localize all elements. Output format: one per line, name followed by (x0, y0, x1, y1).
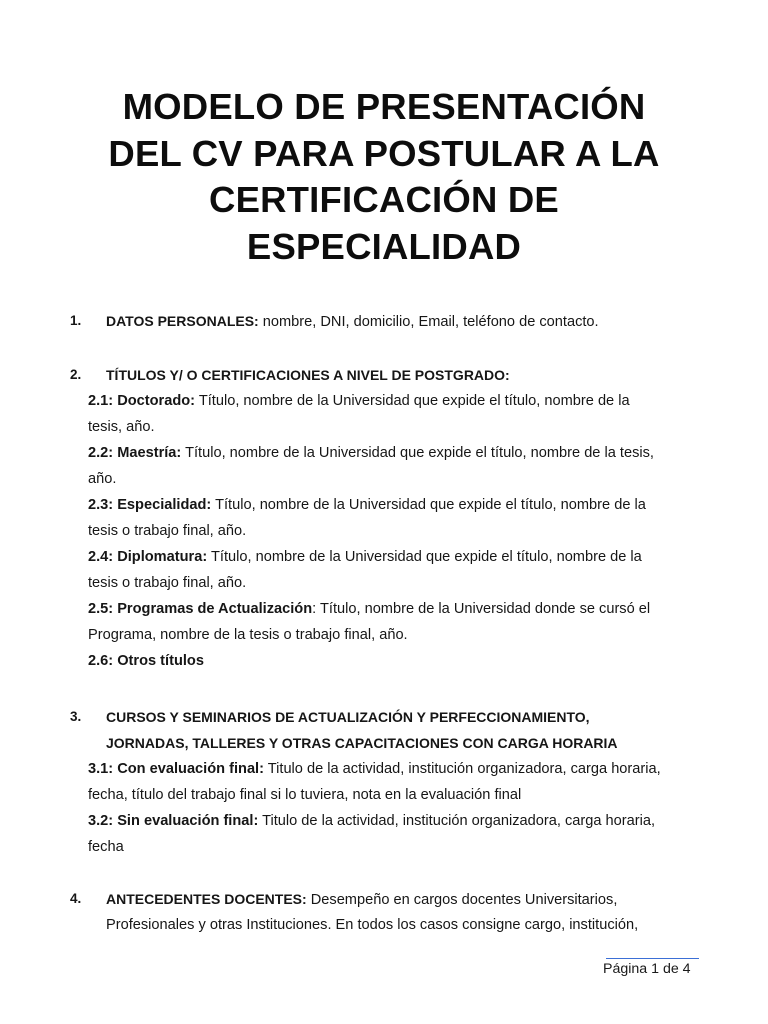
item-text: Título, nombre de la Universidad que expide el título, nombre de la (195, 393, 630, 409)
section-line (106, 362, 510, 389)
list-item (88, 388, 630, 414)
list-item (88, 544, 642, 570)
section-number: 3. (70, 709, 82, 724)
section-text-continuation: Profesionales y otras Instituciones. En todos los casos consigne cargo, institución, (106, 917, 639, 933)
item-text: Titulo de la actividad, institución organizadora, carga horaria, (258, 813, 656, 829)
item-text: Titulo de la actividad, institución organizadora, carga horaria, (263, 761, 661, 777)
list-item (88, 808, 655, 834)
item-text-continuation: tesis o trabajo final, año. (88, 575, 247, 591)
title-line: ESPECIALIDAD (246, 225, 522, 267)
section-number: 2. (70, 367, 82, 382)
item-text-continuation: tesis, año. (88, 419, 155, 435)
section-line (106, 704, 590, 731)
item-label: 2.4: Diplomatura: (88, 549, 208, 565)
section-line (106, 730, 618, 757)
section-heading-continuation: JORNADAS, TALLERES Y OTRAS CAPACITACIONES CON CARGA HORARIA (106, 735, 618, 751)
item-text: : Título, nombre de la Universidad donde se cursó el (312, 601, 651, 617)
section-text: nombre, DNI, domicilio, Email, teléfono de contacto. (258, 314, 599, 330)
item-label: 2.2: Maestría: (88, 445, 182, 461)
list-item (88, 596, 650, 622)
footer-rule (606, 958, 699, 959)
item-label: 2.5: Programas de Actualización (88, 601, 313, 617)
item-text-continuation: Programa, nombre de la tesis o trabajo final, año. (88, 627, 408, 643)
title-line: DEL CV PARA POSTULAR A LA (108, 132, 660, 174)
item-text-continuation: fecha (88, 839, 124, 855)
item-text-continuation: fecha, título del trabajo final si lo tuviera, nota en la evaluación final (88, 787, 522, 803)
document-title (60, 84, 708, 270)
item-text: Título, nombre de la Universidad que expide el título, nombre de la (211, 497, 646, 513)
section-text: Desempeño en cargos docentes Universitarios, (306, 892, 618, 908)
item-text-continuation: tesis o trabajo final, año. (88, 523, 247, 539)
item-label: 3.1: Con evaluación final: (88, 761, 264, 777)
section-heading: TÍTULOS Y/ O CERTIFICACIONES A NIVEL DE POSTGRADO: (106, 367, 510, 383)
list-item (88, 492, 646, 518)
section-number: 1. (70, 313, 82, 328)
item-label: 2.3: Especialidad: (88, 497, 212, 513)
page-number: Página 1 de 4 (603, 961, 691, 977)
item-text-continuation: año. (88, 471, 117, 487)
item-text: Título, nombre de la Universidad que expide el título, nombre de la tesis, (181, 445, 654, 461)
item-text: Título, nombre de la Universidad que expide el título, nombre de la (207, 549, 642, 565)
list-item (88, 648, 204, 674)
section-heading: DATOS PERSONALES: (106, 313, 259, 329)
title-line: MODELO DE PRESENTACIÓN (122, 86, 646, 127)
list-item (88, 440, 654, 466)
title-line: CERTIFICACIÓN DE (209, 179, 559, 220)
item-label: 2.1: Doctorado: (88, 393, 196, 409)
section-heading: CURSOS Y SEMINARIOS DE ACTUALIZACIÓN Y PERFECCIONAMIENTO, (106, 709, 590, 725)
item-label: 3.2: Sin evaluación final: (88, 813, 259, 829)
list-item (88, 756, 661, 782)
section-number: 4. (70, 891, 82, 906)
section-line (106, 886, 617, 913)
section-line (106, 308, 599, 335)
item-label: 2.6: Otros títulos (88, 653, 204, 669)
section-heading: ANTECEDENTES DOCENTES: (106, 891, 307, 907)
